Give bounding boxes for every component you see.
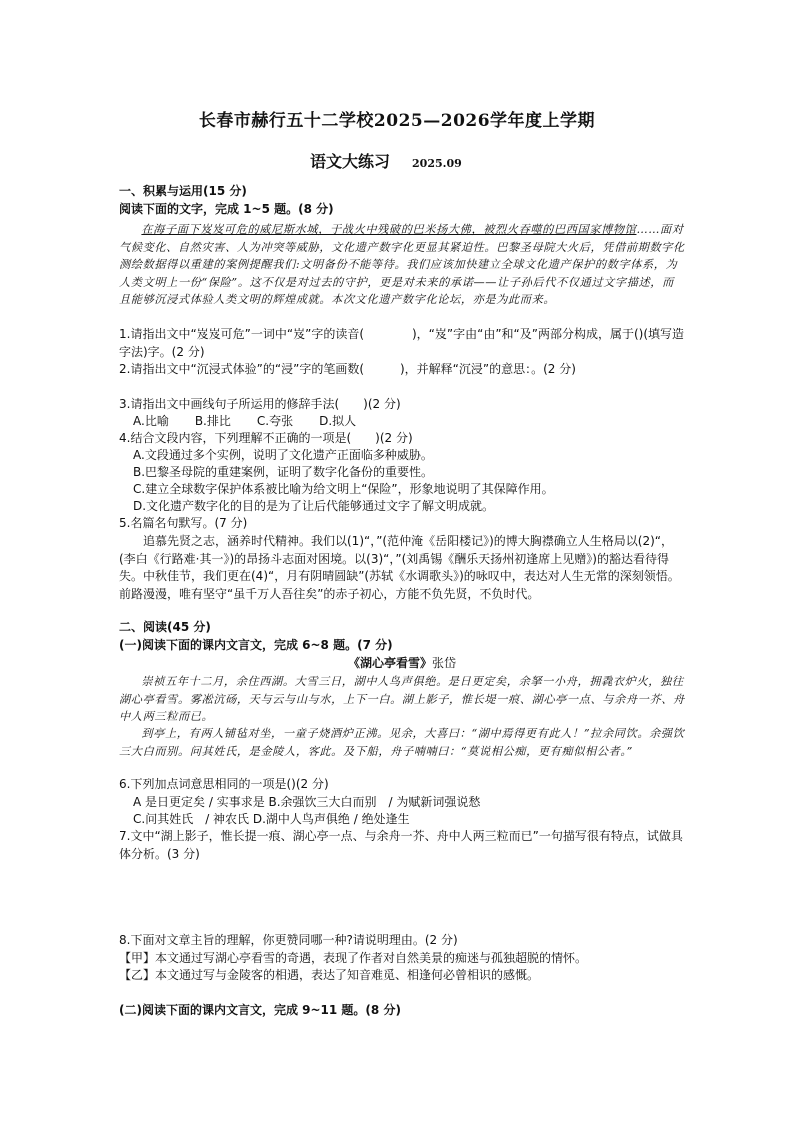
question-4: 4.结合文段内容，下列理解不正确的一项是( )(2 分) [119,431,413,445]
q8-option-jia: 【甲】本文通过写湖心亭看雪的奇遇，表现了作者对自然美景的痴迷与孤独超脱的情怀。 [119,951,588,965]
question-5-text: 追慕先贤之志，涵养时代精神。我们以(1)“，”(范仲淹《岳阳楼记》)的博大胸襟确立人生格局以(2)“，(李白《行路难·其一》)的昂扬斗志面对困境。以(3)“，”(刘禹锡《酬乐天扬州初逢席上见赠》)的豁达看待得失。中秋佳节，我们更在(4)“，月有阴晴圆缺”(苏轼《水调歌头》)的咏叹中，表达对人生无常的深刻领悟。前路漫漫，唯有坚守“虽千万人吾往矣”的赤子初心，方能不负先贤，不负时代。 [119,534,680,601]
poem-title: 《湖心亭看雪》 [347,656,432,670]
q6-option-cd: C.问其姓氏 / 神农氏 D.湖中人鸟声俱绝 / 绝处逢生 [133,812,410,826]
question-8: 8.下面对文章主旨的理解，你更赞同哪一种?请说明理由。(2 分) [119,933,458,947]
q4-option-a: A.文段通过多个实例，说明了文化遗产正面临多种威胁。 [133,448,433,462]
exam-date: 2025.09 [412,157,462,170]
passage-1 [119,221,685,309]
subsection-2-heading: (二)阅读下面的课内文言文，完成 9~11 题。(8 分) [119,1003,401,1017]
question-1: 1.请指出文中“岌岌可危”一词中“岌”字的读音( )，“岌”字由“由”和“及”两部分构成，属于()(填写造字法)字。(2 分) [119,327,685,359]
q3-option-b: B.排比 [194,414,231,428]
question-3: 3.请指出文中画线句子所运用的修辞手法( )(2 分) [119,397,401,411]
q3-option-a: A.比喻 [133,414,169,428]
q8-option-yi: 【乙】本文通过写与金陵客的相遇，表达了知音难觅、相逢何必曾相识的感慨。 [119,968,540,982]
page-subtitle [310,149,462,172]
underlined-sentence: 在海子面下岌岌可危的威尼斯水城，于战火中残破的巴米扬大佛，被烈火吞噬的巴西国家博物馆 [141,223,637,236]
classic-text-p1: 崇祯五年十二月，余住西湖。大雪三日，湖中人鸟声俱绝。是日更定矣，余拏一小舟，拥毳衣炉火，独往湖心亭看雪。雾凇沆砀，天与云与山与水，上下一白。湖上影子，惟长堤一痕、湖心亭一点、与余舟一芥、舟中人两三粒而已。 [119,675,685,723]
q4-option-d: D.文化遗产数字化的目的是为了让后代能够通过文字了解文明成就。 [133,499,495,513]
question-7: 7.文中“湖上影子，惟长提一痕、湖心亭一点、与余舟一芥、舟中人两三粒而已”一句描写很有特点，试做具体分析。(3 分) [119,829,683,861]
question-2: 2.请指出文中“沉浸式体验”的“浸”字的笔画数( )，并解释“沉浸”的意思：。(2 分) [119,362,576,376]
question-3-options [119,413,699,431]
section-1-heading: 一、积累与运用(15 分) [119,184,247,198]
classic-text-p2: 到亭上，有两人铺毡对坐，一童子烧酒炉正沸。见余，大喜曰：“湖中焉得更有此人！”拉余同饮。余强饮三大白而别。问其姓氏，是金陵人，客此。及下船，舟子喃喃曰：“莫说相公痴，更有痴似相公者。” [119,727,685,758]
q4-option-b: B.巴黎圣母院的重建案例，证明了数字化备份的重要性。 [133,465,434,479]
page-title: 长春市赫行五十二学校2025—2026学年度上学期 [198,111,596,131]
question-6: 6.下列加点词意思相同的一项是()(2 分) [119,777,329,791]
poem-heading [119,655,685,673]
q3-option-d: D.拟人 [319,414,357,428]
subsection-1-heading: (一)阅读下面的课内文言文，完成 6~8 题。(7 分) [119,638,393,652]
q6-option-ab: A 是日更定矣 / 实事求是 B.余强饮三大白而别 / 为赋新词强说愁 [133,795,481,809]
subtitle-text: 语文大练习 [310,152,391,171]
section-2-heading: 二、阅读(45 分) [119,620,211,634]
passage-1-rest: ……面对气候变化、自然灾害、人为冲突等威胁，文化遗产数字化更显其紧迫性。巴黎圣母院大火后，凭借前期数字化测绘数据得以重建的案例提醒我们:文明备份不能等待。我们应该加快建立全球文化遗产保护的数字体系，为人类文明上一份“保险”。这不仅是对过去的守护，更是对未来的承诺——让子孙后代不仅通过文字描述，而且能够沉浸式体验人类文明的辉煌成就。本次文化遗产数字化论坛，亦是为此而来。 [119,223,685,306]
section-1-instruction: 阅读下面的文字，完成 1~5 题。(8 分) [119,202,334,216]
q4-option-c: C.建立全球数字保护体系被比喻为给文明上“保险”，形象地说明了其保障作用。 [133,482,554,496]
q3-option-c: C.夸张 [256,414,294,428]
question-5: 5.名篇名句默写。(7 分) [119,516,248,530]
poem-author: 张岱 [432,656,457,670]
